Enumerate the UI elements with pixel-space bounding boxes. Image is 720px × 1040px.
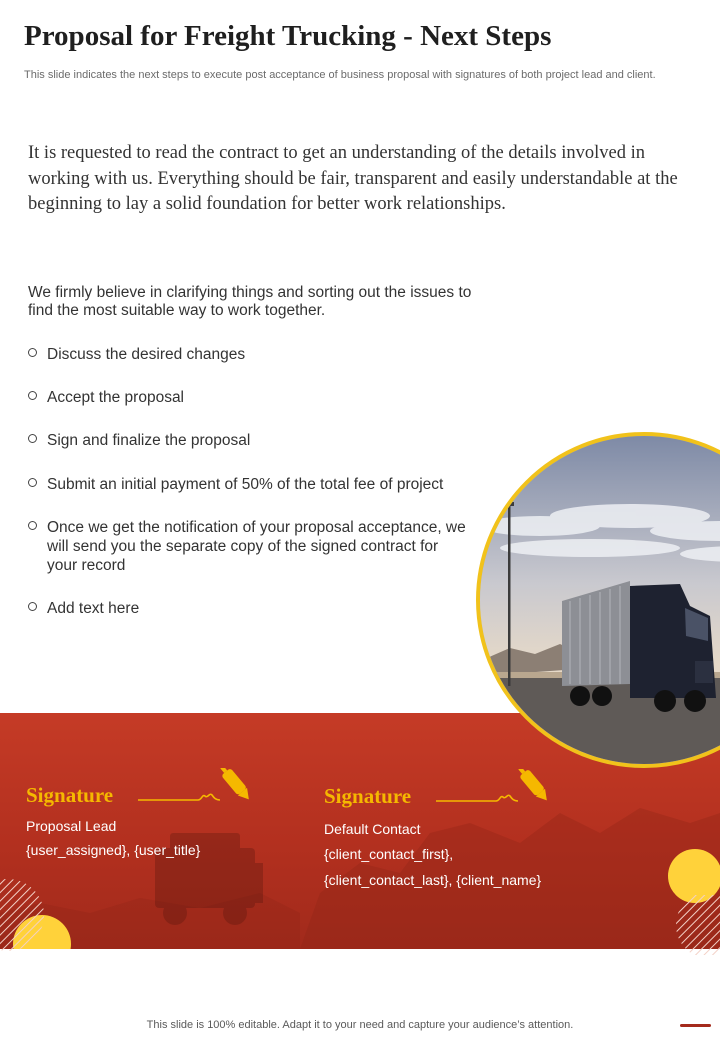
step-text: Submit an initial payment of 50% of the total fee of project <box>47 476 444 493</box>
page-subtitle: This slide indicates the next steps to execute post acceptance of business proposal with signatures of both project lead and client. <box>24 69 656 81</box>
signature-role-right: Default Contact <box>324 821 421 837</box>
footer-accent-bar <box>680 1024 711 1027</box>
circle-bullet-icon <box>28 434 37 443</box>
page-title: Proposal for Freight Trucking - Next Steps <box>24 20 552 52</box>
signature-role-left: Proposal Lead <box>26 818 117 834</box>
circle-bullet-icon <box>28 391 37 400</box>
circle-bullet-icon <box>28 478 37 487</box>
step-text: Accept the proposal <box>47 389 185 406</box>
hatched-circle-left <box>0 875 60 955</box>
step-text: Sign and finalize the proposal <box>47 432 251 449</box>
step-item <box>28 599 468 618</box>
circle-bullet-icon <box>28 521 37 530</box>
step-text: Once we get the notification of your proposal acceptance, we will send you the separate copy of the signed contract for your record <box>47 519 466 574</box>
signature-value-left: {user_assigned}, {user_title} <box>26 842 201 858</box>
signature-value-right-line2: {client_contact_last}, {client_name} <box>324 872 542 888</box>
pen-signature-icon <box>434 769 556 805</box>
lead-paragraph: We firmly believe in clarifying things and sorting out the issues to find the most suitable way to work together. <box>28 284 472 319</box>
circle-bullet-icon <box>28 348 37 357</box>
step-item <box>28 475 468 494</box>
step-text: Add text here <box>47 600 140 617</box>
hatched-circle-right <box>670 895 720 955</box>
step-item <box>28 388 468 407</box>
footer-note: This slide is 100% editable. Adapt it to your need and capture your audience’s attention. <box>146 1019 574 1031</box>
step-item <box>28 518 468 575</box>
circle-bullet-icon <box>28 602 37 611</box>
intro-paragraph: It is requested to read the contract to get an understanding of the details involved in working with us. Everything should be fair, transparent and easily understandable at the beginning to lay a solid foundation for better work relationships. <box>28 143 678 214</box>
signature-title-left: Signature <box>26 783 114 807</box>
step-text: Discuss the desired changes <box>47 346 246 363</box>
signature-value-right-line1: {client_contact_first}, <box>324 846 454 862</box>
pen-signature-icon <box>136 768 258 804</box>
step-item <box>28 345 468 364</box>
step-item <box>28 431 468 450</box>
signature-title-right: Signature <box>324 784 412 808</box>
